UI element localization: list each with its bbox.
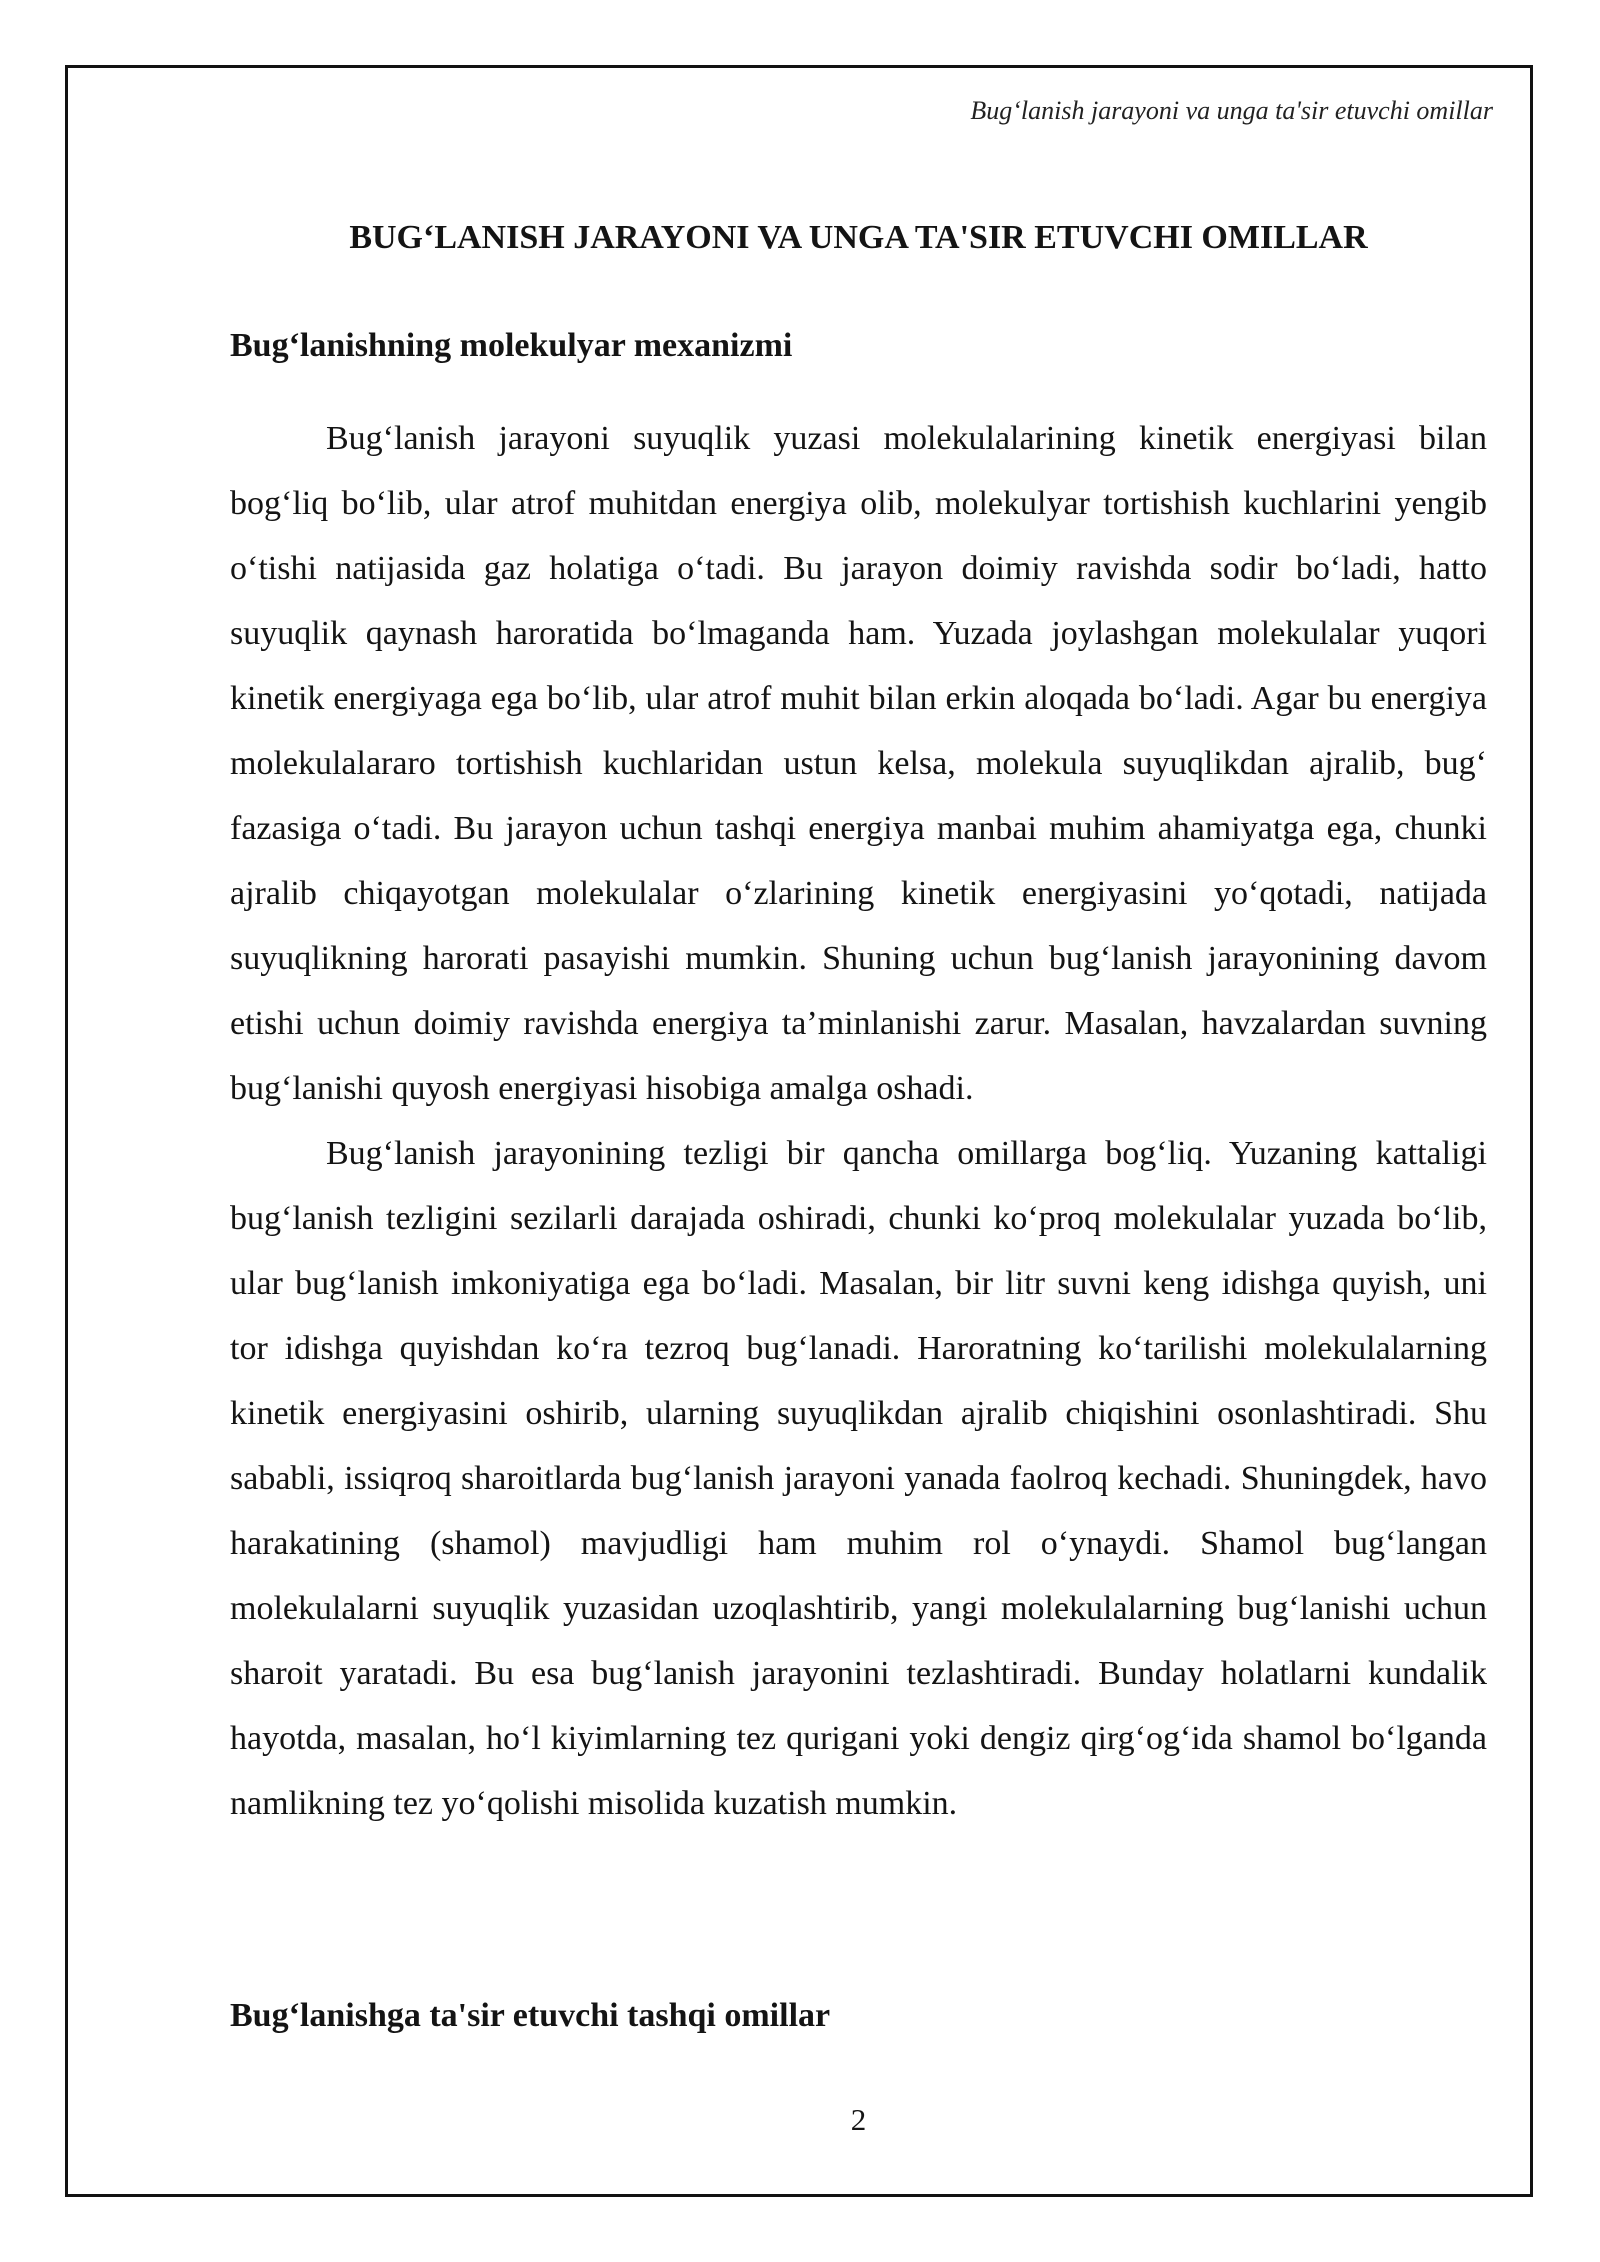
section-heading-external-factors: Bug‘lanishga ta'sir etuvchi tashqi omillar bbox=[230, 1997, 831, 2034]
section-body bbox=[230, 406, 1487, 1836]
page-number: 2 bbox=[850, 2102, 867, 2137]
running-header: Bug‘lanish jarayoni va unga ta'sir etuvchi omillar bbox=[970, 96, 1493, 125]
paragraph: Bug‘lanish jarayoni suyuqlik yuzasi molekulalarining kinetik energiyasi bilan bog‘liq bo‘lib, ular atrof muhitdan energiya olib, molekulyar tortishish kuchlarini yengib o‘tishi natijasida gaz holatiga o‘tadi. Bu jarayon doimiy ravishda sodir bo‘ladi, hatto suyuqlik qaynash haroratida bo‘lmaganda ham. Yuzada joylashgan molekulalar yuqori kinetik energiyaga ega bo‘lib, ular atrof muhit bilan erkin aloqada bo‘ladi. Agar bu energiya molekulalararo tortishish kuchlaridan ustun kelsa, molekula suyuqlikdan ajralib, bug‘ fazasiga o‘tadi. Bu jarayon uchun tashqi energiya manbai muhim ahamiyatga ega, chunki ajralib chiqayotgan molekulalar o‘zlarining kinetik energiyasini yo‘qotadi, natijada suyuqlikning harorati pasayishi mumkin. Shuning uchun bug‘lanish jarayonining davom etishi uchun doimiy ravishda energiya ta’minlanishi zarur. Masalan, havzalardan suvning bug‘lanishi quyosh energiyasi hisobiga amalga oshadi. bbox=[230, 420, 1487, 1107]
section-heading-molecular-mechanism: Bug‘lanishning molekulyar mexanizmi bbox=[230, 327, 793, 364]
document-title: BUG‘LANISH JARAYONI VA UNGA TA'SIR ETUVCHI OMILLAR bbox=[349, 219, 1368, 256]
paragraph: Bug‘lanish jarayonining tezligi bir qancha omillarga bog‘liq. Yuzaning kattaligi bug‘lanish tezligini sezilarli darajada oshiradi, chunki ko‘proq molekulalar yuzada bo‘lib, ular bug‘lanish imkoniyatiga ega bo‘ladi. Masalan, bir litr suvni keng idishga quyish, uni tor idishga quyishdan ko‘ra tezroq bug‘lanadi. Haroratning ko‘tarilishi molekulalarning kinetik energiyasini oshirib, ularning suyuqlikdan ajralib chiqishini osonlashtiradi. Shu sababli, issiqroq sharoitlarda bug‘lanish jarayoni yanada faolroq kechadi. Shuningdek, havo harakatining (shamol) mavjudligi ham muhim rol o‘ynaydi. Shamol bug‘langan molekulalarni suyuqlik yuzasidan uzoqlashtirib, yangi molekulalarning bug‘lanishi uchun sharoit yaratadi. Bu esa bug‘lanish jarayonini tezlashtiradi. Bunday holatlarni kundalik hayotda, masalan, ho‘l kiyimlarning tez qurigani yoki dengiz qirg‘og‘ida shamol bo‘lganda namlikning tez yo‘qolishi misolida kuzatish mumkin. bbox=[230, 1135, 1487, 1822]
